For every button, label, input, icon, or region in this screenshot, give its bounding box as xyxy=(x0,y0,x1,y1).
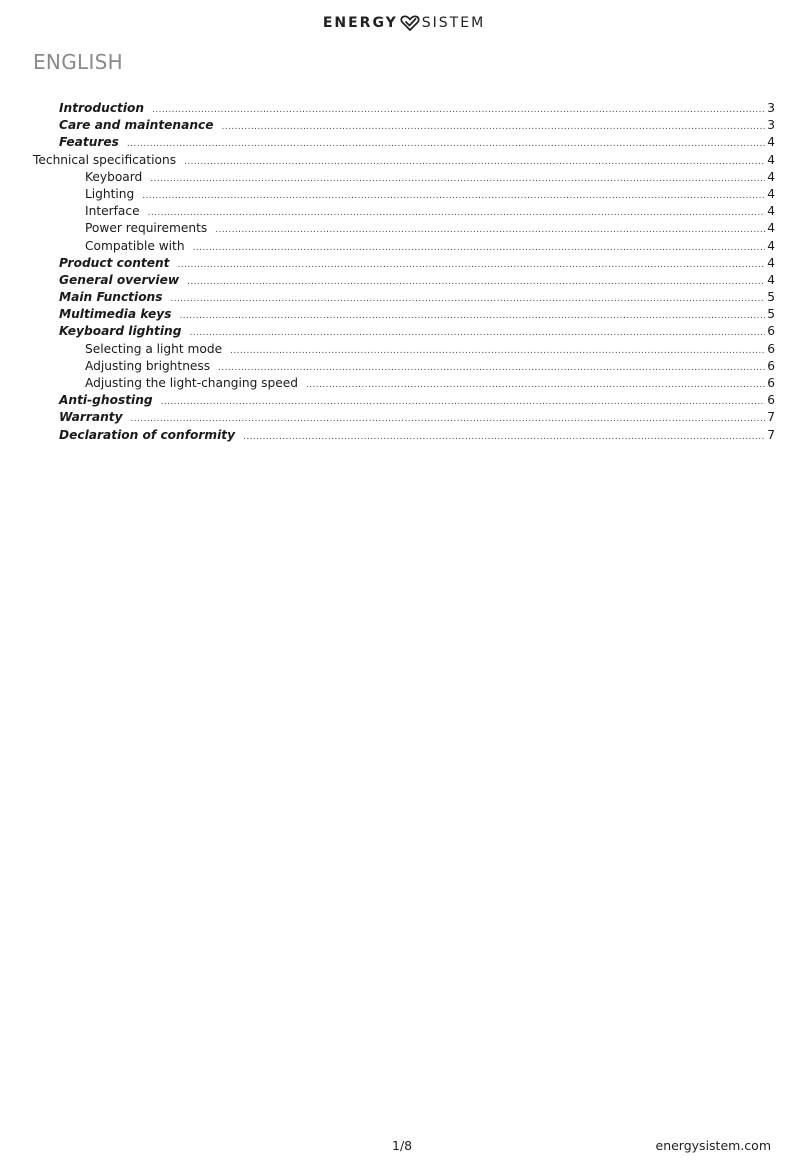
toc-entry-page: 4 xyxy=(767,152,775,167)
toc-entry[interactable] xyxy=(33,392,775,409)
page-heading: ENGLISH xyxy=(33,50,123,74)
toc-entry-label: Main Functions xyxy=(59,290,163,305)
toc-dot-leader xyxy=(193,240,765,257)
toc-entry-page: 5 xyxy=(767,290,775,305)
toc-entry-page: 4 xyxy=(767,221,775,236)
toc-entry-label: General overview xyxy=(59,272,180,287)
brand-name-light: SISTEM xyxy=(421,15,486,31)
toc-entry-page: 3 xyxy=(767,118,775,133)
toc-entry-label: Declaration of conformity xyxy=(59,427,236,442)
toc-dot-leader xyxy=(178,257,765,274)
page-number: 1/8 xyxy=(392,1138,413,1153)
toc-entry[interactable] xyxy=(33,186,775,203)
toc-entry-label: Keyboard lighting xyxy=(59,324,182,339)
toc-entry[interactable] xyxy=(33,272,775,289)
toc-dot-leader xyxy=(187,274,765,291)
toc-entry[interactable] xyxy=(33,306,775,323)
heart-check-icon xyxy=(400,15,420,31)
toc-entry-label: Adjusting the light-changing speed xyxy=(85,376,298,390)
toc-entry-page: 6 xyxy=(767,358,775,373)
toc-entry-page: 6 xyxy=(767,341,775,356)
toc-entry-page: 6 xyxy=(767,393,775,408)
toc-dot-leader xyxy=(150,171,765,188)
toc-dot-leader xyxy=(161,394,765,411)
toc-entry-page: 4 xyxy=(767,255,775,270)
toc-dot-leader xyxy=(142,188,765,205)
toc-dot-leader xyxy=(127,136,765,153)
toc-dot-leader xyxy=(222,119,766,136)
toc-entry[interactable] xyxy=(33,341,775,358)
toc-entry[interactable] xyxy=(33,289,775,306)
toc-entry-page: 6 xyxy=(767,324,775,339)
toc-entry-label: Selecting a light mode xyxy=(85,341,223,356)
toc-entry-page: 3 xyxy=(767,101,775,115)
toc-dot-leader xyxy=(152,102,765,119)
toc-entry-label: Adjusting brightness xyxy=(85,358,211,373)
toc-dot-leader xyxy=(215,222,765,239)
toc-entry[interactable] xyxy=(33,169,775,186)
toc-entry-page: 6 xyxy=(767,376,775,390)
toc-entry[interactable] xyxy=(33,358,775,375)
brand-name-bold: ENERGY xyxy=(322,15,398,31)
toc-entry-page: 4 xyxy=(767,169,775,184)
toc-entry-page: 7 xyxy=(767,410,775,425)
toc-entry[interactable] xyxy=(33,220,775,237)
toc-entry[interactable] xyxy=(33,100,775,117)
toc-entry-page: 4 xyxy=(767,135,775,150)
toc-entry[interactable] xyxy=(33,152,775,169)
toc-entry-label: Keyboard xyxy=(85,169,143,184)
toc-dot-leader xyxy=(243,429,765,446)
toc-entry-label: Warranty xyxy=(59,410,123,425)
brand-logo xyxy=(0,15,808,31)
toc-dot-leader xyxy=(306,377,765,394)
toc-entry[interactable] xyxy=(33,255,775,272)
toc-entry-label: Interface xyxy=(85,204,140,219)
toc-entry[interactable] xyxy=(33,134,775,151)
toc-entry-label: Multimedia keys xyxy=(59,307,172,322)
table-of-contents xyxy=(33,100,775,444)
toc-entry-page: 4 xyxy=(767,238,775,253)
toc-entry[interactable] xyxy=(33,323,775,340)
toc-dot-leader xyxy=(179,308,765,325)
toc-entry-label: Lighting xyxy=(85,186,135,201)
toc-entry-label: Anti-ghosting xyxy=(59,393,153,408)
toc-entry[interactable] xyxy=(33,409,775,426)
toc-entry-label: Care and maintenance xyxy=(59,118,214,133)
toc-dot-leader xyxy=(148,205,765,222)
toc-dot-leader xyxy=(218,360,765,377)
toc-entry-page: 4 xyxy=(767,204,775,219)
toc-entry-label: Product content xyxy=(59,255,170,270)
toc-dot-leader xyxy=(171,291,766,308)
toc-entry[interactable] xyxy=(33,203,775,220)
toc-entry-label: Compatible with xyxy=(85,238,185,253)
toc-dot-leader xyxy=(189,325,765,342)
toc-entry[interactable] xyxy=(33,238,775,255)
toc-entry-label: Power requirements xyxy=(85,221,208,236)
toc-entry-page: 7 xyxy=(767,427,775,442)
toc-entry-page: 5 xyxy=(767,307,775,322)
toc-entry[interactable] xyxy=(33,427,775,444)
toc-dot-leader xyxy=(184,154,765,171)
toc-entry[interactable] xyxy=(33,117,775,134)
toc-entry-label: Technical specifications xyxy=(33,152,177,167)
toc-entry[interactable] xyxy=(33,375,775,392)
toc-dot-leader xyxy=(230,343,765,360)
toc-entry-page: 4 xyxy=(767,186,775,201)
toc-entry-label: Introduction xyxy=(59,101,145,115)
toc-entry-page: 4 xyxy=(767,272,775,287)
website-link[interactable]: energysistem.com xyxy=(655,1138,771,1153)
toc-entry-label: Features xyxy=(59,135,119,150)
